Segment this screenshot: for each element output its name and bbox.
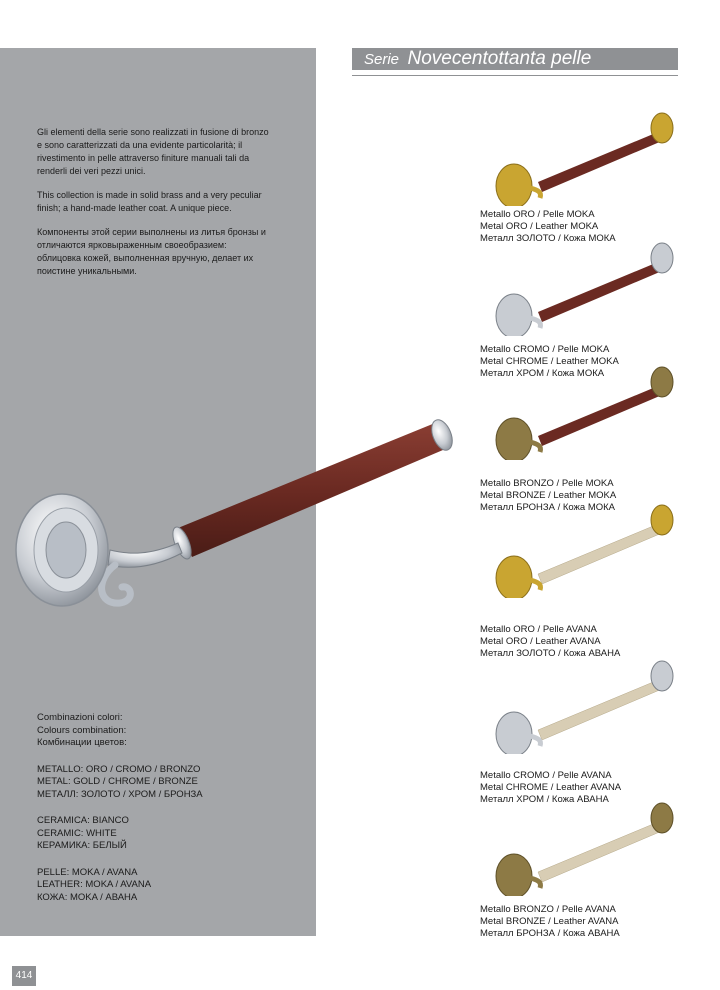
variant-wall-rosette <box>496 556 532 598</box>
hero-towel-bar-image <box>10 405 470 620</box>
variant-image-5 <box>490 656 690 754</box>
variant-image-2 <box>490 238 690 336</box>
combo-line: Комбинации цветов: <box>37 737 127 748</box>
variant-caption-3 <box>480 478 616 514</box>
caption-line: Металл ЗОЛОТО / Кожа АВАНА <box>480 648 621 659</box>
variant-top-rosette <box>651 113 673 143</box>
caption-line: Metal CHROME / Leather AVANA <box>480 782 622 793</box>
hero-scroll-hook <box>102 565 131 603</box>
caption-line: Металл ХРОМ / Кожа МОКА <box>480 368 605 379</box>
combinations-heading <box>37 712 287 750</box>
variant-caption-6 <box>480 904 620 940</box>
hero-leather-rod <box>178 423 450 557</box>
variant-caption-4 <box>480 624 620 660</box>
combinations-ceramic <box>37 815 287 853</box>
variant-wall-rosette <box>496 712 532 754</box>
intro-russian: Компоненты этой серии выполнены из литья бронзы и отличаются ярковыраженным своеобразием: облицовка кожей, выполненная вручную, делает их поистине уникальными. <box>37 227 266 276</box>
variant-top-rosette <box>651 661 673 691</box>
combo-line: КЕРАМИКА: БЕЛЫЙ <box>37 840 127 851</box>
variant-top-rosette <box>651 243 673 273</box>
combinations-leather <box>37 867 287 905</box>
variant-caption-5 <box>480 770 621 806</box>
serie-word: Serie <box>364 51 400 68</box>
caption-line: Металл ЗОЛОТО / Кожа МОКА <box>480 233 616 244</box>
combo-line: LEATHER: MOKA / AVANA <box>37 879 152 890</box>
variant-wall-rosette <box>496 854 532 896</box>
caption-line: Metal BRONZE / Leather MOKA <box>480 490 617 501</box>
intro-italian: Gli elementi della serie sono realizzati in fusione di bronzo e sono caratterizzati da una evidente particolarità; il rivestimento in pelle attraverso finiture manuali tali da renderli dei veri pezzi unici. <box>37 127 269 176</box>
combo-line: Combinazioni colori: <box>37 712 123 723</box>
variant-top-rosette <box>651 367 673 397</box>
variant-image-1 <box>490 108 690 206</box>
intro-text <box>37 126 273 289</box>
variant-wall-rosette <box>496 164 532 206</box>
combo-line: METALLO: ORO / CROMO / BRONZO <box>37 763 201 775</box>
variant-caption-1 <box>480 209 616 245</box>
combo-line: PELLE: MOKA / AVANA <box>37 866 138 878</box>
caption-line: Metallo BRONZO / Pelle AVANA <box>480 904 616 915</box>
hero-rosette-ornament <box>46 522 86 578</box>
variant-wall-rosette <box>496 294 532 336</box>
caption-line: Metal ORO / Leather MOKA <box>480 221 599 232</box>
intro-english: This collection is made in solid brass and a very peculiar finish; a hand-made leather coat. A unique piece. <box>37 190 262 213</box>
series-title: Novecentottanta pelle <box>407 48 592 69</box>
combo-line: МЕТАЛЛ: ЗОЛОТО / ХРОМ / БРОНЗА <box>37 788 203 800</box>
caption-line: Metal CHROME / Leather MOKA <box>480 356 619 367</box>
variant-rod <box>538 132 662 192</box>
caption-line: Metallo CROMO / Pelle AVANA <box>480 770 612 781</box>
combinations-metal <box>37 764 287 802</box>
caption-line: Metallo ORO / Pelle AVANA <box>480 624 597 635</box>
combo-line: CERAMIC: WHITE <box>37 827 117 839</box>
combo-line: КОЖА: MOKA / АВАНА <box>37 891 138 903</box>
variant-image-6 <box>490 798 690 896</box>
variant-top-rosette <box>651 505 673 535</box>
caption-line: Metal BRONZE / Leather AVANA <box>480 916 619 927</box>
color-combinations <box>37 712 287 918</box>
caption-line: Metallo CROMO / Pelle MOKA <box>480 344 610 355</box>
caption-line: Металл БРОНЗА / Кожа АВАНА <box>480 928 620 939</box>
caption-line: Металл ХРОМ / Кожа АВАНА <box>480 794 609 805</box>
variant-rod <box>538 680 662 740</box>
variant-rod <box>538 386 662 446</box>
banner-underline <box>352 75 678 76</box>
variant-caption-2 <box>480 344 619 380</box>
variant-rod <box>538 262 662 322</box>
caption-line: Metallo BRONZO / Pelle MOKA <box>480 478 614 489</box>
caption-line: Металл БРОНЗА / Кожа МОКА <box>480 502 616 513</box>
variant-rod <box>538 524 662 584</box>
variant-rod <box>538 822 662 882</box>
combo-line: METAL: GOLD / CHROME / BRONZE <box>37 776 198 787</box>
page-number: 414 <box>12 966 36 986</box>
hero-arm <box>108 543 182 567</box>
caption-line: Metal ORO / Leather AVANA <box>480 636 601 647</box>
caption-line: Metallo ORO / Pelle MOKA <box>480 209 595 220</box>
variant-wall-rosette <box>496 418 532 460</box>
variant-top-rosette <box>651 803 673 833</box>
variant-image-4 <box>490 500 690 598</box>
combo-line: CERAMICA: BIANCO <box>37 815 129 826</box>
series-banner <box>352 48 678 70</box>
combo-line: Colours combination: <box>37 724 127 736</box>
